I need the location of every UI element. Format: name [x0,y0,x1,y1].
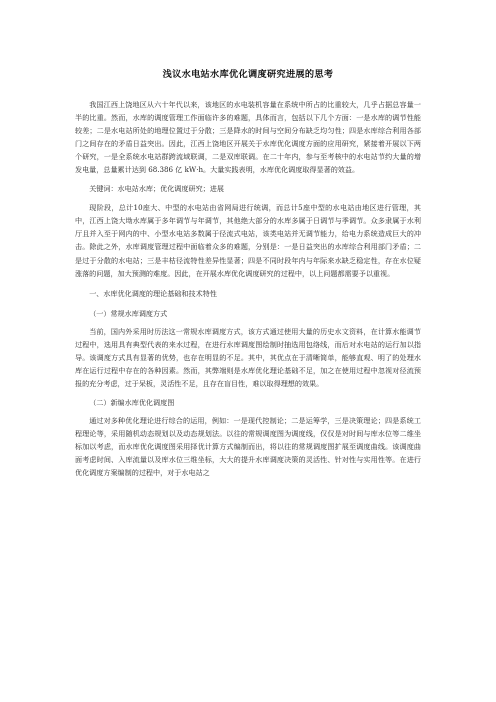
keywords-line: 关键词：水电站水库；优化调度研究；进展 [89,184,224,194]
subsection-1-paragraph: 当前，国内外采用时历法这一常规水库调度方式，该方式通过使用大量的历史水文资料，在计算水能调节过程中，选用具有典型代表的来水过程，在进行水库调度图绘制时抽选用包络线，而后对水电站的运行加以指导。该调度方式具有显著的优势，也存在明显的不足。其中，其优点在于清晰简单，能够直观、明了的处理水库在运行过程中存在的各种因素。然而，其弊端则是水库优化理论基础不足，加之在使用过程中忽视对径流预报的充分考虑，过于呆板，灵活性不足，且存在盲目性，难以取得理想的效果。 [75,326,421,388]
subsection-heading-1: （一）常规水库调度方式 [89,308,168,318]
intro-paragraph: 现阶段，总计10座大、中型的水电站由省网局进行统调，而总计5座中型的水电站由地区进行管理，其中，江西上饶大坳水库属于多年调节与年调节，其他绝大部分的水库多属于日调节与季调节。众多隶属于水利厅且并入至于网内的中、小型水电站多数属于径流式电站，该类电站并无调节能力，给电力系统造成巨大的冲击。除此之外，水库调度管理过程中面临着众多的难题，分别是：一是日益突出的水库综合利用部门矛盾；二是过于分散的水电站；三是丰枯径流特性差异性显著；四是不同时段年内与年际来水缺乏稳定性，存在水位疑涨落的问题，加大预测的难度。因此，在开展水库优化调度研究的过程中，以上问题都需要予以重视。 [75,203,421,278]
document-body [75,98,421,479]
paper-title: 浅议水电站水库优化调度研究进展的思考 [162,69,334,80]
subsection-2-paragraph: 通过对多种优化理论进行综合的运用，例如：一是现代控制论；二是运筹学，三是决策理论；四是系统工程理论等，采用随机动态规划以及动态规划法。以往的常规调度图为调度线，仅仅是对时间与库水位等二维坐标加以考虑，而水库优化调度图采用择优计算方式编制而出，将以往的常规调度图扩展至调度曲线。该调度曲面考虑时间、入库流量以及库水位三维坐标，大大的提升水库调度决策的灵活性、针对性与实用性等。在进行优化调度方案编制的过程中，对于水电站之 [75,415,421,478]
section-heading-1: 一、水库优化调度的理论基础和技术特性 [89,288,217,298]
subsection-heading-2: （二）新编水库优化调度图 [89,397,175,407]
abstract-paragraph: 我国江西上饶地区从六十年代以来，该地区的水电装机容量在系统中所占的比重较大，几乎占据总容量一半的比重。然而，水库的调度管理工作面临许多的难题，具体而言，包括以下几个方面：一是水库的调节性能较差；二是水电站所处的地理位置过于分散；三是降水的时间与空间分布缺乏均匀性；四是水库综合利用各部门之间存在的矛盾日益突出。因此，江西上饶地区开展关于水库优化调度方面的应用研究，紧接着开展以下两个研究，一是全系统水电站群跨流域联调，二是双库联调。在二十年内，参与至考核中的水电站节约大量的增发电量，总量累计达到 68.386 亿 kW·h。大量实践表明，水库优化调度取得显著的效益。 [75,100,421,175]
